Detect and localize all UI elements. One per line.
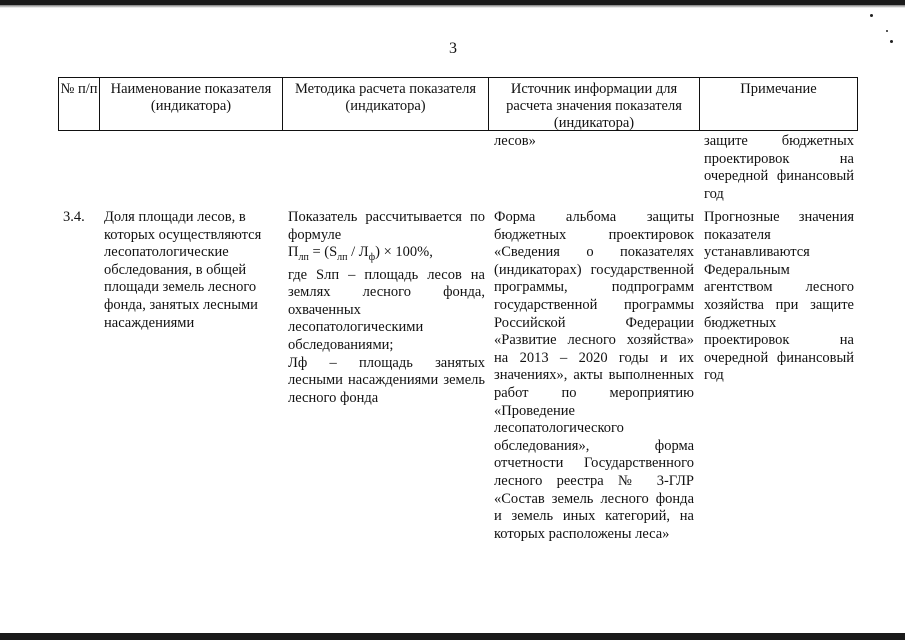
row-source: Форма альбома защиты бюджетных проектировок «Сведения о показателях (индикаторах) государственной программы, подпрограмм государственной программы Российской Федерации «Развитие лесного хозяйства» на 2013 – 2020 годы и их значениях», акты выполненных работ по мероприятию «Проведение лесопатологического обследования», форма отчетности Государственного лесного реестра № 3-ГЛР «Состав земель лесного фонда и земель иных категорий, на которых расположены леса» [494,209,694,542]
page-number: 3 [449,40,457,57]
header-col-name: Наименование показателя (индикатора) [99,78,282,130]
method-formula: $П_{лп} = (S_{лп} / Л_ф) \times 100\%$, [288,244,433,264]
continuation-note: защите бюджетных проектировок на очередной финансовый год [704,133,854,202]
scan-top-shade [0,5,905,8]
continuation-source: лесов» [494,133,536,149]
method-where: где Sлп – площадь лесов на землях лесного фонда, охваченных лесопатологическими обследованиями; [288,266,485,354]
row-method [288,209,485,407]
row-indicator-name: Доля площади лесов, в которых осуществляются лесопатологические обследования, в общей площади земель лесного фонда, занятых лесными насаждениями [104,209,262,331]
header-col-method: Методика расчета показателя (индикатора) [282,78,488,130]
method-lf: Лф – площадь занятых лесными насаждениями земель лесного фонда [288,354,485,406]
header-col-source: Источник информации для расчета значения показателя (индикатора) [488,78,699,130]
row-note: Прогнозные значения показателя устанавливаются Федеральным агентством лесного хозяйства при защите бюджетных проектировок на очередной финансовый год [704,209,854,384]
header-col-note: Примечание [699,78,858,130]
scan-speck [886,30,888,32]
table-header [58,77,858,131]
header-col-num: № п/п [58,78,99,130]
method-intro: Показатель рассчитывается по формуле [288,209,485,243]
scan-bottom-border [0,633,905,640]
scan-speck [870,14,873,17]
row-number: 3.4. [63,209,85,225]
scan-speck [890,40,893,43]
